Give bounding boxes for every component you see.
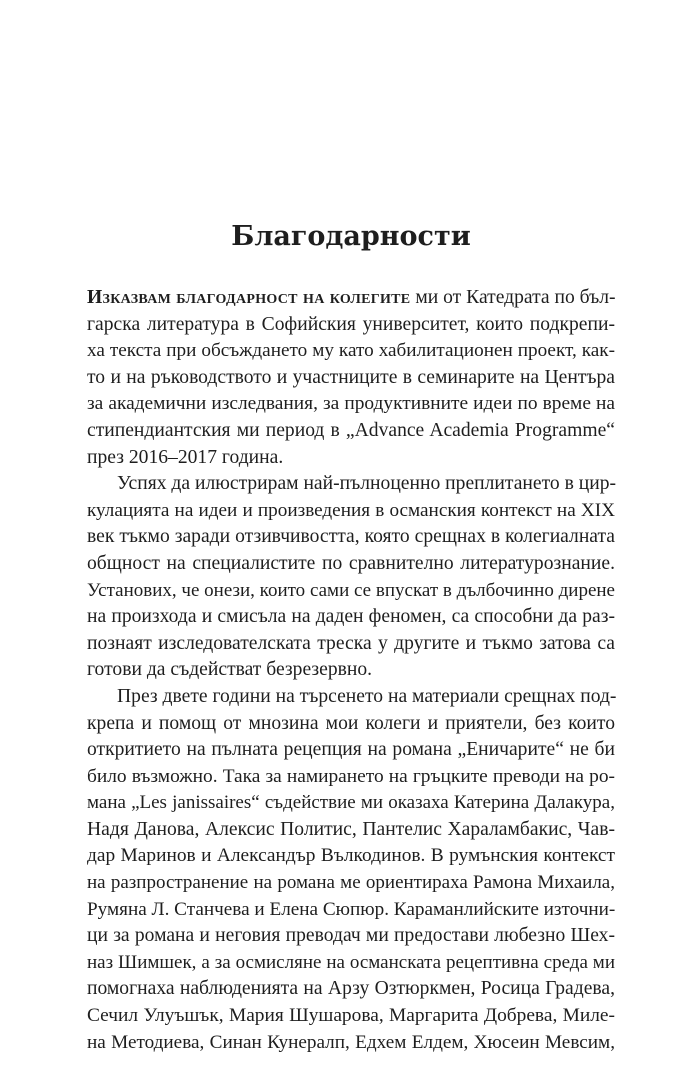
text-line: дар Маринов и Александър Вълкодинов. В румънския контекст — [87, 845, 615, 867]
text-line: познаят изследователската треска у другите и тъкмо затова са — [87, 632, 615, 654]
text-line: Успях да илюстрирам най-пълноценно преплитането в цир- — [117, 473, 617, 495]
text-line: на Методиева, Синан Кунералп, Едхем Елдем, Хюсеин Мевсим, — [87, 1031, 615, 1053]
text-line: на произхода и смисъла на даден феномен, са способни да раз- — [87, 606, 615, 628]
text-line: за академични изследвания, за продуктивните идеи по време на — [87, 393, 615, 415]
text-line: ха текста при обсъждането му като хабилитационен проект, как- — [87, 340, 615, 362]
text-line: то и на ръководството и участниците в семинарите на Центъра — [87, 366, 615, 388]
text-line: мана „Les janissaires“ съдействие ми оказаха Катерина Далакура, — [87, 792, 615, 814]
text-line: През двете години на търсенето на материали срещнах под- — [117, 685, 617, 707]
text-line: ци за романа и неговия преводач ми предостави любезно Шех- — [87, 925, 615, 947]
text-line: Установих, че онези, които сами се впускат в дълбочинно дирене — [87, 579, 615, 601]
text-line: през 2016–2017 година. — [87, 446, 284, 468]
text-line: Румяна Л. Станчева и Елена Сюпюр. Караманлийските източни- — [87, 898, 616, 920]
text-line: кулацията на идеи и произведения в османския контекст на XIX — [87, 499, 615, 521]
text-line: помогнаха наблюденията на Арзу Озтюркмен, Росица Градева, — [87, 978, 615, 1000]
lead-in-text: Изказвам благодарност на колегите — [87, 287, 411, 308]
text-line: гарска литература в Софийския университет, които подкрепи- — [87, 313, 615, 335]
paragraph — [87, 684, 615, 1056]
text-line: било възможно. Така за намирането на гръцките преводи на ро- — [87, 765, 615, 787]
text-line: наз Шимшек, а за осмисляне на османската рецептивна среда ми — [87, 951, 615, 973]
text-line: откритието на пълната рецепция на романа „Еничарите“ не би — [87, 739, 615, 761]
paragraph — [87, 285, 615, 471]
body-text — [87, 285, 615, 1056]
text-line: готови да съдействат безрезервно. — [87, 659, 373, 681]
text-line: Надя Данова, Алексис Политис, Пантелис Хараламбакис, Чав- — [87, 818, 615, 840]
text-line: общност на специалистите по сравнително литературознание. — [87, 552, 615, 574]
book-page — [87, 0, 615, 1075]
text-line: стипендиантския ми период в „Advance Academia Programme“ — [87, 419, 615, 441]
text-line: Изказвам благодарност на колегите ми от Катедрата по бъл- — [87, 287, 616, 308]
paragraph — [87, 471, 615, 684]
text-line: крепа и помощ от мнозина мои колеги и приятели, без които — [87, 712, 615, 734]
text-line: век тъкмо заради отзивчивостта, която срещнах в колегиалната — [87, 526, 615, 548]
page-title: Благодарности — [231, 221, 471, 252]
text-line: на разпространение на романа ме ориентираха Рамона Михаила, — [87, 872, 615, 894]
text-line: Сечил Улуъшък, Мария Шушарова, Маргарита Добрева, Миле- — [87, 1005, 615, 1027]
